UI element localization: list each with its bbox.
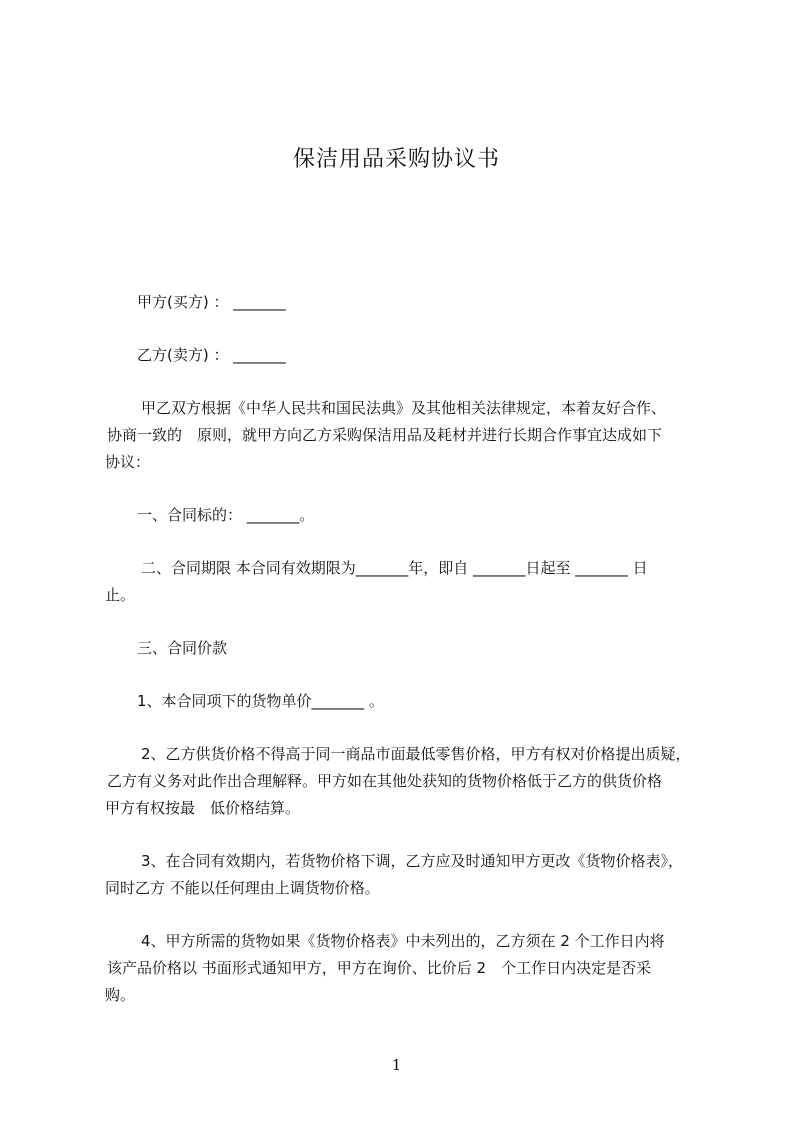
party-b-line: 乙方(卖方) ： _______ bbox=[137, 346, 286, 364]
clause-3-line-1: 3、在合同有效期内，若货物价格下调，乙方应及时通知甲方更改《货物价格表》， bbox=[141, 852, 684, 870]
clause-2-line-3: 甲方有权按最 低价格结算。 bbox=[105, 799, 301, 817]
clause-1: 1、本合同项下的货物单价_______ 。 bbox=[137, 692, 384, 710]
section-3-heading: 三、合同价款 bbox=[137, 639, 228, 657]
section-1-subject: 一、合同标的： _______。 bbox=[137, 506, 315, 524]
clause-4-line-3: 购。 bbox=[105, 986, 136, 1004]
preamble-line-1: 甲乙双方根据《中华人民共和国民法典》及其他相关法律规定，本着友好合作、 bbox=[141, 399, 667, 417]
page-number: 1 bbox=[391, 1056, 402, 1074]
clause-2-line-1: 2、乙方供货价格不得高于同一商品市面最低零售价格，甲方有权对价格提出质疑， bbox=[141, 745, 691, 763]
clause-4-line-2: 该产品价格以 书面形式通知甲方，甲方在询价、比价后 2 个工作日内决定是否采 bbox=[107, 959, 652, 977]
clause-4-line-1: 4、甲方所需的货物如果《货物价格表》中未列出的，乙方须在 2 个工作日内将 bbox=[141, 932, 665, 950]
preamble-line-2: 协商一致的 原则，就甲方向乙方采购保洁用品及耗材并进行长期合作事宜达成如下 bbox=[107, 426, 663, 444]
document-title: 保洁用品采购协议书 bbox=[292, 147, 500, 172]
preamble-line-3: 协议： bbox=[105, 453, 151, 471]
clause-2-line-2: 乙方有义务对此作出合理解释。甲方如在其他处获知的货物价格低于乙方的供货价格 bbox=[107, 772, 663, 790]
clause-3-line-2: 同时乙方 不能以任何理由上调货物价格。 bbox=[105, 879, 380, 897]
section-2-line-1: 二、合同期限 本合同有效期限为_______年，即自 _______日起至 _______ 日 bbox=[141, 559, 648, 577]
party-a-line: 甲方(买方) ： _______ bbox=[137, 293, 286, 311]
section-2-line-2: 止。 bbox=[105, 586, 136, 604]
